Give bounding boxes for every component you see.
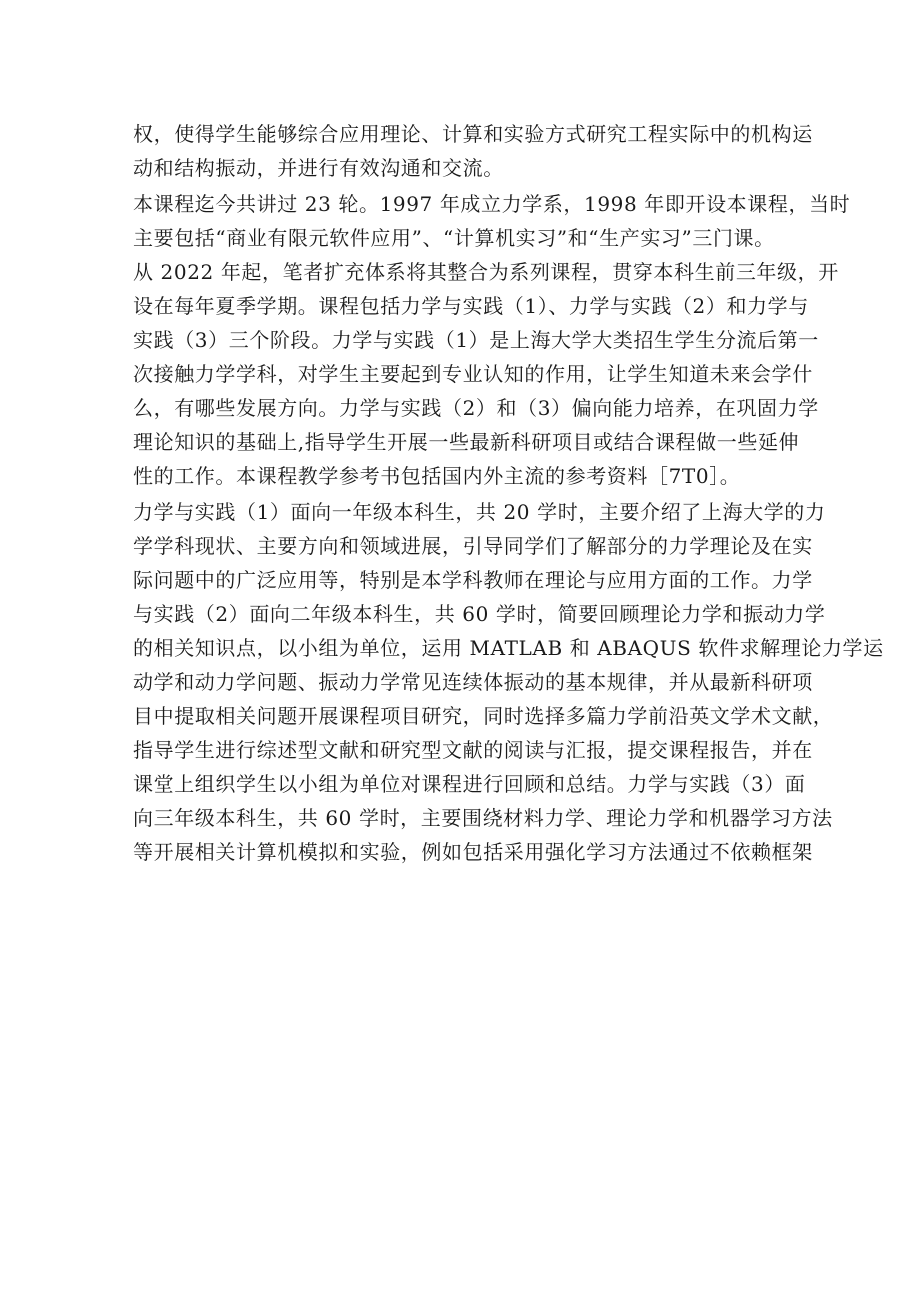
text-line: 向三年级本科生，共 60 学时，主要围绕材料力学、理论力学和机器学习方法 bbox=[133, 806, 833, 830]
text-line: 力学与实践（1）面向一年级本科生，共 20 学时，主要介绍了上海大学的力 bbox=[133, 500, 826, 524]
text-line: 主要包括“商业有限元软件应用”、“计算机实习”和“生产实习”三门课。 bbox=[133, 226, 775, 250]
text-line: 的相关知识点，以小组为单位，运用 MATLAB 和 ABAQUS 软件求解理论力学运 bbox=[133, 636, 884, 660]
text-line: 性的工作。本课程教学参考书包括国内外主流的参考资料［7T0］。 bbox=[133, 464, 741, 488]
text-line: 学学科现状、主要方向和领域进展，引导同学们了解部分的力学理论及在实 bbox=[133, 534, 813, 558]
text-line: 际问题中的广泛应用等，特别是本学科教师在理论与应用方面的工作。力学 bbox=[133, 568, 813, 592]
text-line: 从 2022 年起，笔者扩充体系将其整合为系列课程，贯穿本科生前三年级，开 bbox=[133, 260, 839, 284]
text-line: 设在每年夏季学期。课程包括力学与实践（1）、力学与实践（2）和力学与 bbox=[133, 294, 809, 318]
text-line: 本课程迄今共讲过 23 轮。1997 年成立力学系，1998 年即开设本课程，当时 bbox=[133, 192, 851, 216]
text-line: 实践（3）三个阶段。力学与实践（1）是上海大学大类招生学生分流后第一 bbox=[133, 328, 819, 352]
text-line: 权，使得学生能够综合应用理论、计算和实验方式研究工程实际中的机构运 bbox=[133, 122, 813, 146]
paragraph-3 bbox=[133, 495, 884, 869]
text-line: 课堂上组织学生以小组为单位对课程进行回顾和总结。力学与实践（3）面 bbox=[133, 772, 806, 796]
text-line: 动和结构振动，并进行有效沟通和交流。 bbox=[133, 156, 504, 180]
text-line: 次接触力学学科，对学生主要起到专业认知的作用，让学生知道未来会学什 bbox=[133, 362, 813, 386]
text-line: 指导学生进行综述型文献和研究型文献的阅读与汇报，提交课程报告，并在 bbox=[133, 738, 813, 762]
paragraph-2 bbox=[133, 187, 851, 493]
document-body bbox=[133, 117, 884, 869]
text-line: 么，有哪些发展方向。力学与实践（2）和（3）偏向能力培养，在巩固力学 bbox=[133, 396, 819, 420]
text-line: 动学和动力学问题、振动力学常见连续体振动的基本规律，并从最新科研项 bbox=[133, 670, 813, 694]
text-line: 与实践（2）面向二年级本科生，共 60 学时，简要回顾理论力学和振动力学 bbox=[133, 602, 826, 626]
text-line: 等开展相关计算机模拟和实验，例如包括采用强化学习方法通过不依赖框架 bbox=[133, 840, 813, 864]
text-line: 目中提取相关问题开展课程项目研究，同时选择多篇力学前沿英文学术文献， bbox=[133, 704, 834, 728]
text-line: 理论知识的基础上,指导学生开展一些最新科研项目或结合课程做一些延伸 bbox=[133, 430, 800, 454]
paragraph-1 bbox=[133, 117, 813, 185]
